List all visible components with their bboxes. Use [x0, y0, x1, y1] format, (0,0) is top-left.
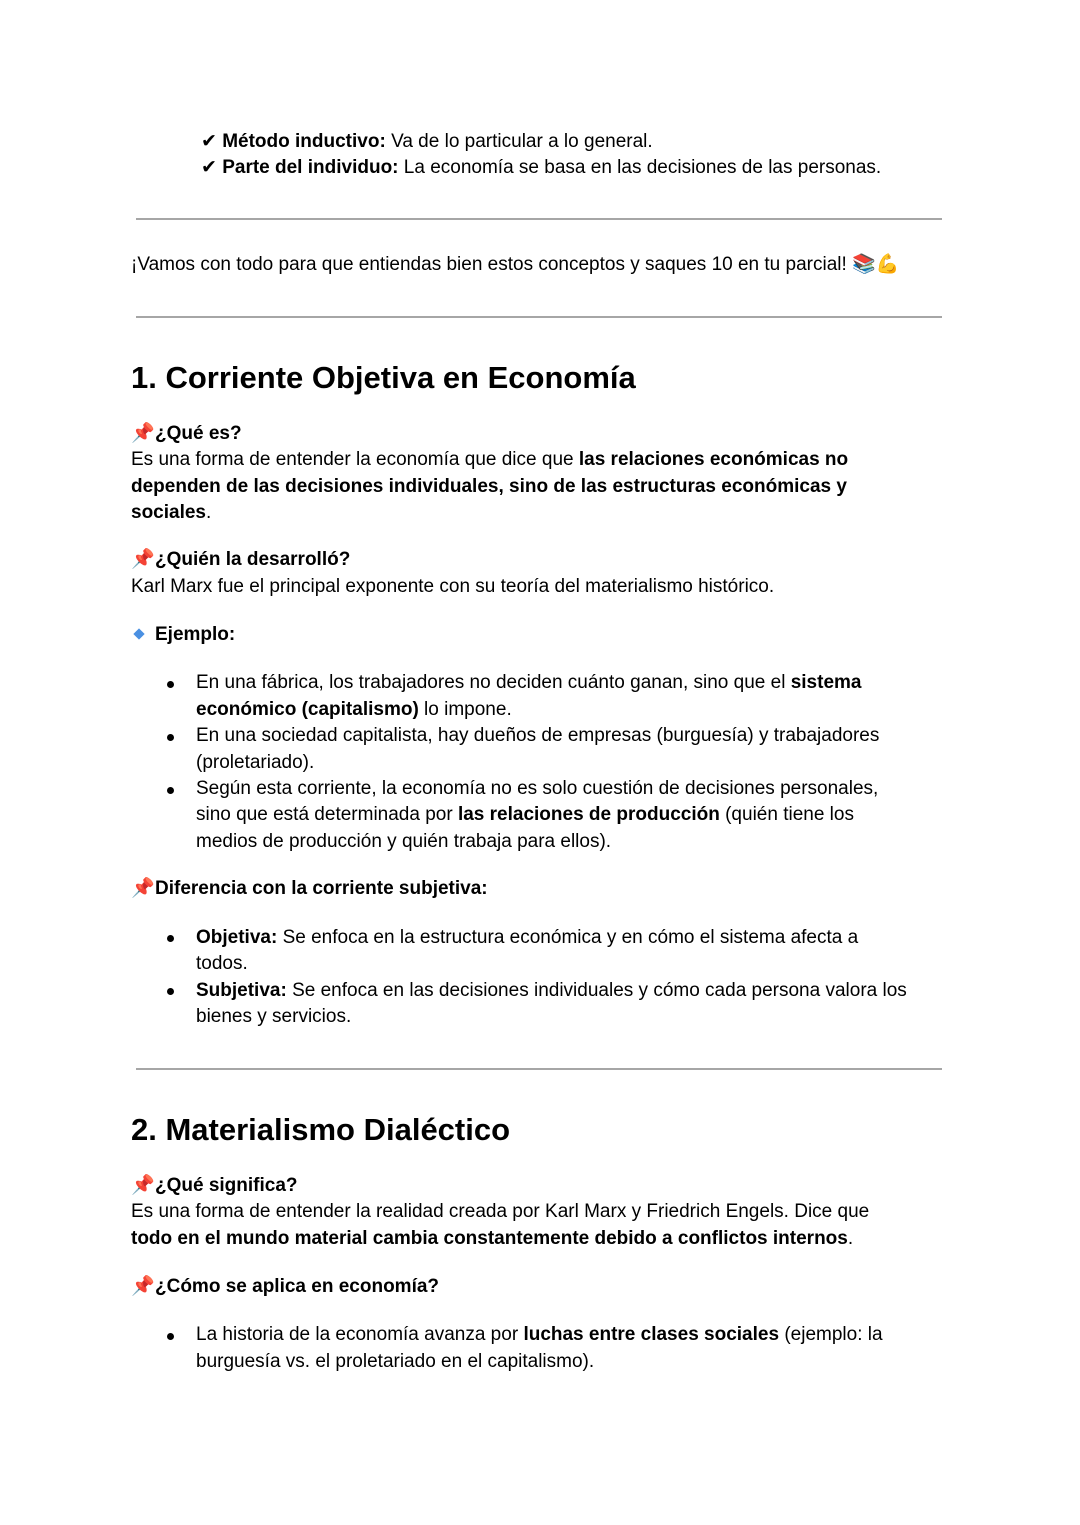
question-que-significa: 📌¿Qué significa? [131, 1173, 298, 1200]
subjective-item-line1: Subjetiva: Se enfoca en las decisiones individuales y cómo cada persona valora los [196, 980, 907, 1001]
example-item-1-line1: En una fábrica, los trabajadores no deciden cuánto ganan, sino que el sistema [196, 672, 862, 693]
bullet-icon [167, 787, 174, 794]
example-item-3-line1: Según esta corriente, la economía no es solo cuestión de decisiones personales, [196, 778, 879, 799]
application-item-line2: burguesía vs. el proletariado en el capitalismo). [196, 1351, 595, 1372]
difference-heading: 📌Diferencia con la corriente subjetiva: [131, 876, 488, 903]
bullet-icon [167, 681, 174, 688]
objective-item-line2: todos. [196, 953, 248, 974]
bullet-icon [167, 935, 174, 942]
motivation-text: ¡Vamos con todo para que entiendas bien estos conceptos y saques 10 en tu parcial! [131, 254, 853, 275]
checklist-item-metodo-inductivo [201, 129, 653, 156]
blue-diamond-icon [133, 628, 144, 639]
checklist-term: Parte del individuo: [222, 157, 399, 178]
pushpin-icon: 📌 [131, 1175, 155, 1196]
checklist-desc: La economía se basa en las decisiones de las personas. [398, 157, 882, 178]
bullet-icon [167, 734, 174, 741]
example-item-3-line2: sino que está determinada por las relaciones de producción (quién tiene los [196, 804, 854, 825]
pushpin-icon: 📌 [131, 549, 155, 570]
answer-que-significa-line1: Es una forma de entender la realidad creada por Karl Marx y Friedrich Engels. Dice que [131, 1201, 870, 1222]
bullet-icon [167, 988, 174, 995]
example-item-1-line2: económico (capitalismo) lo impone. [196, 699, 512, 720]
answer-que-es-line2: dependen de las decisiones individuales, sino de las estructuras económicas y [131, 476, 847, 497]
checklist-desc: Va de lo particular a lo general. [385, 131, 653, 152]
example-item-2-line1: En una sociedad capitalista, hay dueños de empresas (burguesía) y trabajadores [196, 725, 880, 746]
question-quien-desarrollo: 📌¿Quién la desarrolló? [131, 547, 350, 574]
checkmark-icon: ✔ [201, 131, 217, 152]
checklist-term: Método inductivo: [222, 131, 386, 152]
section-2-title: 2. Materialismo Dialéctico [131, 1112, 511, 1147]
answer-que-es-line1: Es una forma de entender la economía que dice que las relaciones económicas no [131, 449, 849, 470]
example-heading: Ejemplo: [131, 622, 235, 649]
subjective-item-line2: bienes y servicios. [196, 1006, 352, 1027]
example-item-2-line2: (proletariado). [196, 752, 315, 773]
answer-que-es-line3: sociales. [131, 502, 212, 523]
checklist-item-parte-individuo [201, 155, 881, 182]
divider [136, 316, 942, 318]
objective-item-line1: Objetiva: Se enfoca en la estructura económica y en cómo el sistema afecta a [196, 927, 859, 948]
pushpin-icon: 📌 [131, 423, 155, 444]
pushpin-icon: 📌 [131, 1276, 155, 1297]
answer-que-significa-line2: todo en el mundo material cambia constantemente debido a conflictos internos. [131, 1228, 854, 1249]
divider [136, 1068, 942, 1070]
question-que-es: 📌¿Qué es? [131, 421, 242, 448]
divider [136, 218, 942, 220]
motivation-line [131, 252, 899, 279]
section-1-title: 1. Corriente Objetiva en Economía [131, 360, 636, 395]
books-muscle-emoji-icon: 📚💪 [852, 254, 900, 275]
bullet-icon [167, 1333, 174, 1340]
question-como-se-aplica: 📌¿Cómo se aplica en economía? [131, 1274, 439, 1301]
checkmark-icon: ✔ [201, 157, 217, 178]
pushpin-icon: 📌 [131, 878, 155, 899]
example-item-3-line3: medios de producción y quién trabaja para ellos). [196, 831, 612, 852]
application-item-line1: La historia de la economía avanza por luchas entre clases sociales (ejemplo: la [196, 1324, 883, 1345]
answer-quien-desarrollo: Karl Marx fue el principal exponente con su teoría del materialismo histórico. [131, 576, 775, 597]
